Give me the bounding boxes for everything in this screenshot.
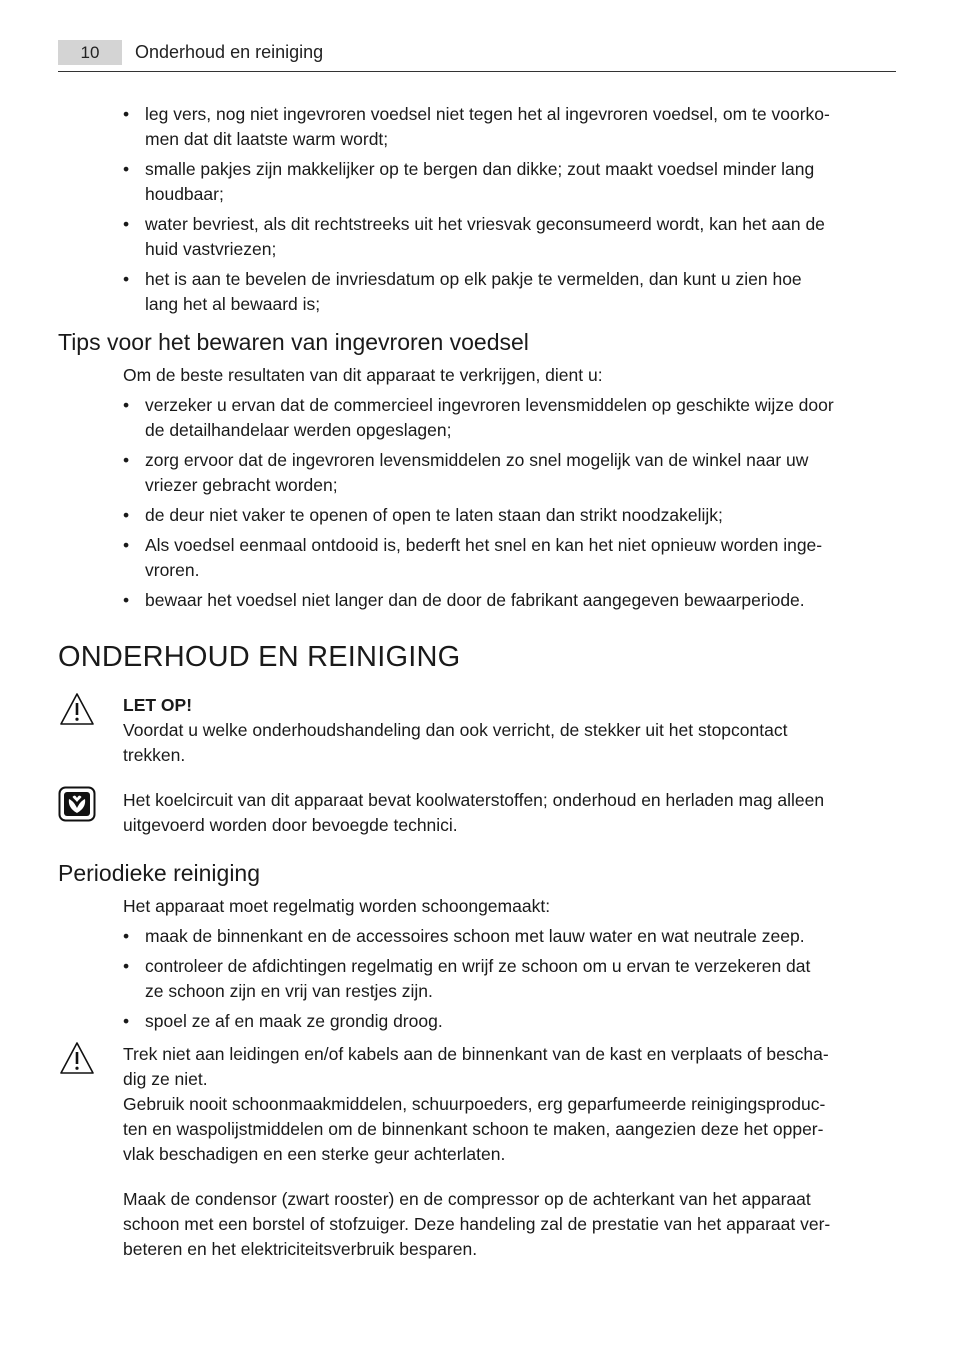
bullet-icon: •: [123, 450, 130, 470]
bullet-icon: •: [123, 505, 130, 525]
list-item: • het is aan te bevelen de invriesdatum op elk pakje te vermelden, dan kunt u zien hoe lang het al bewaard is;: [123, 269, 802, 314]
page-content: [58, 102, 896, 1262]
list-item: • smalle pakjes zijn makkelijker op te bergen dan dikke; zout maakt voedsel minder lang houdbaar;: [123, 159, 815, 204]
list-item: • Als voedsel eenmaal ontdooid is, bederft het snel en kan het niet opnieuw worden inge- vroren.: [123, 535, 823, 580]
list-item: • de deur niet vaker te openen of open te laten staan dan strikt noodzakelijk;: [123, 503, 896, 528]
periodic-heading: Periodieke reiniging: [58, 860, 261, 886]
periodic-bullet-list: [58, 924, 896, 1034]
tips-intro: Om de beste resultaten van dit apparaat te verkrijgen, dient u:: [123, 365, 603, 385]
bullet-icon: •: [123, 1011, 130, 1031]
list-item: • water bevriest, als dit rechtstreeks uit het vriesvak geconsumeerd wordt, kan het aan de huid vastvriezen;: [123, 214, 825, 259]
condensor-text: Maak de condensor (zwart rooster) en de compressor op de achterkant van het apparaat schoon met een borstel of stofzuiger. Deze handeling zal de prestatie van het apparaat ver- beteren en het elektriciteitsverbruik besparen.: [123, 1189, 831, 1259]
bullet-icon: •: [123, 956, 130, 976]
list-item: • zorg ervoor dat de ingevroren levensmiddelen zo snel mogelijk van de winkel naar uw vriezer gebracht worden;: [123, 450, 809, 495]
periodic-intro: Het apparaat moet regelmatig worden schoongemaakt:: [123, 896, 551, 916]
environment-flower-icon: [58, 786, 96, 822]
tips-bullet-list: [58, 393, 896, 613]
cleaning-warning-text-1: Trek niet aan leidingen en/of kabels aan de binnenkant van de kast en verplaats of bescha- dig ze niet.: [123, 1044, 829, 1089]
warning-text: Voordat u welke onderhoudshandeling dan ook verricht, de stekker uit het stopcontact trekken.: [123, 720, 788, 765]
cleaning-warning-text-2: Gebruik nooit schoonmaakmiddelen, schuurpoeders, erg geparfumeerde reinigingsproduc- ten en waspolijstmiddelen om de binnenkant schoon te maken, aangezien deze het opper- vlak beschadigen en een sterke geur achterlaten.: [123, 1094, 826, 1164]
list-item: • spoel ze af en maak ze grondig droog.: [123, 1009, 896, 1034]
page-number: 10: [58, 40, 122, 65]
bullet-icon: •: [123, 590, 130, 610]
bullet-icon: •: [123, 535, 130, 555]
section-title: ONDERHOUD EN REINIGING: [58, 641, 461, 673]
warning-triangle-icon: [58, 1040, 96, 1076]
list-item: • verzeker u ervan dat de commercieel ingevroren levensmiddelen op geschikte wijze door de detailhandelaar werden opgeslagen;: [123, 395, 834, 440]
page-header: [58, 38, 896, 72]
bullet-icon: •: [123, 395, 130, 415]
list-item: • controleer de afdichtingen regelmatig en wrijf ze schoon om u ervan te verzekeren dat ze schoon zijn en vrij van restjes zijn.: [123, 956, 811, 1001]
list-item: • maak de binnenkant en de accessoires schoon met lauw water en wat neutrale zeep.: [123, 924, 896, 949]
bullet-icon: •: [123, 269, 130, 289]
bullet-icon: •: [123, 159, 130, 179]
warning-title: LET OP!: [123, 695, 193, 715]
bullet-icon: •: [123, 104, 130, 124]
environment-notice: [58, 788, 896, 838]
bullet-icon: •: [123, 214, 130, 234]
list-item: • bewaar het voedsel niet langer dan de door de fabrikant aangegeven bewaarperiode.: [123, 588, 896, 613]
warning-triangle-icon: [58, 691, 96, 727]
list-item: • leg vers, nog niet ingevroren voedsel niet tegen het al ingevroren voedsel, om te voorko- men dat dit laatste warm wordt;: [123, 104, 830, 149]
tips-heading: Tips voor het bewaren van ingevroren voedsel: [58, 329, 529, 355]
running-title: Onderhoud en reiniging: [135, 42, 324, 62]
bullet-icon: •: [123, 926, 130, 946]
warning-notice: [58, 693, 896, 768]
environment-text: Het koelcircuit van dit apparaat bevat koolwaterstoffen; onderhoud en herladen mag alleen uitgevoerd worden door bevoegde technici.: [123, 790, 825, 835]
cleaning-warning-notice: [58, 1042, 896, 1167]
top-bullet-list: [58, 102, 896, 317]
